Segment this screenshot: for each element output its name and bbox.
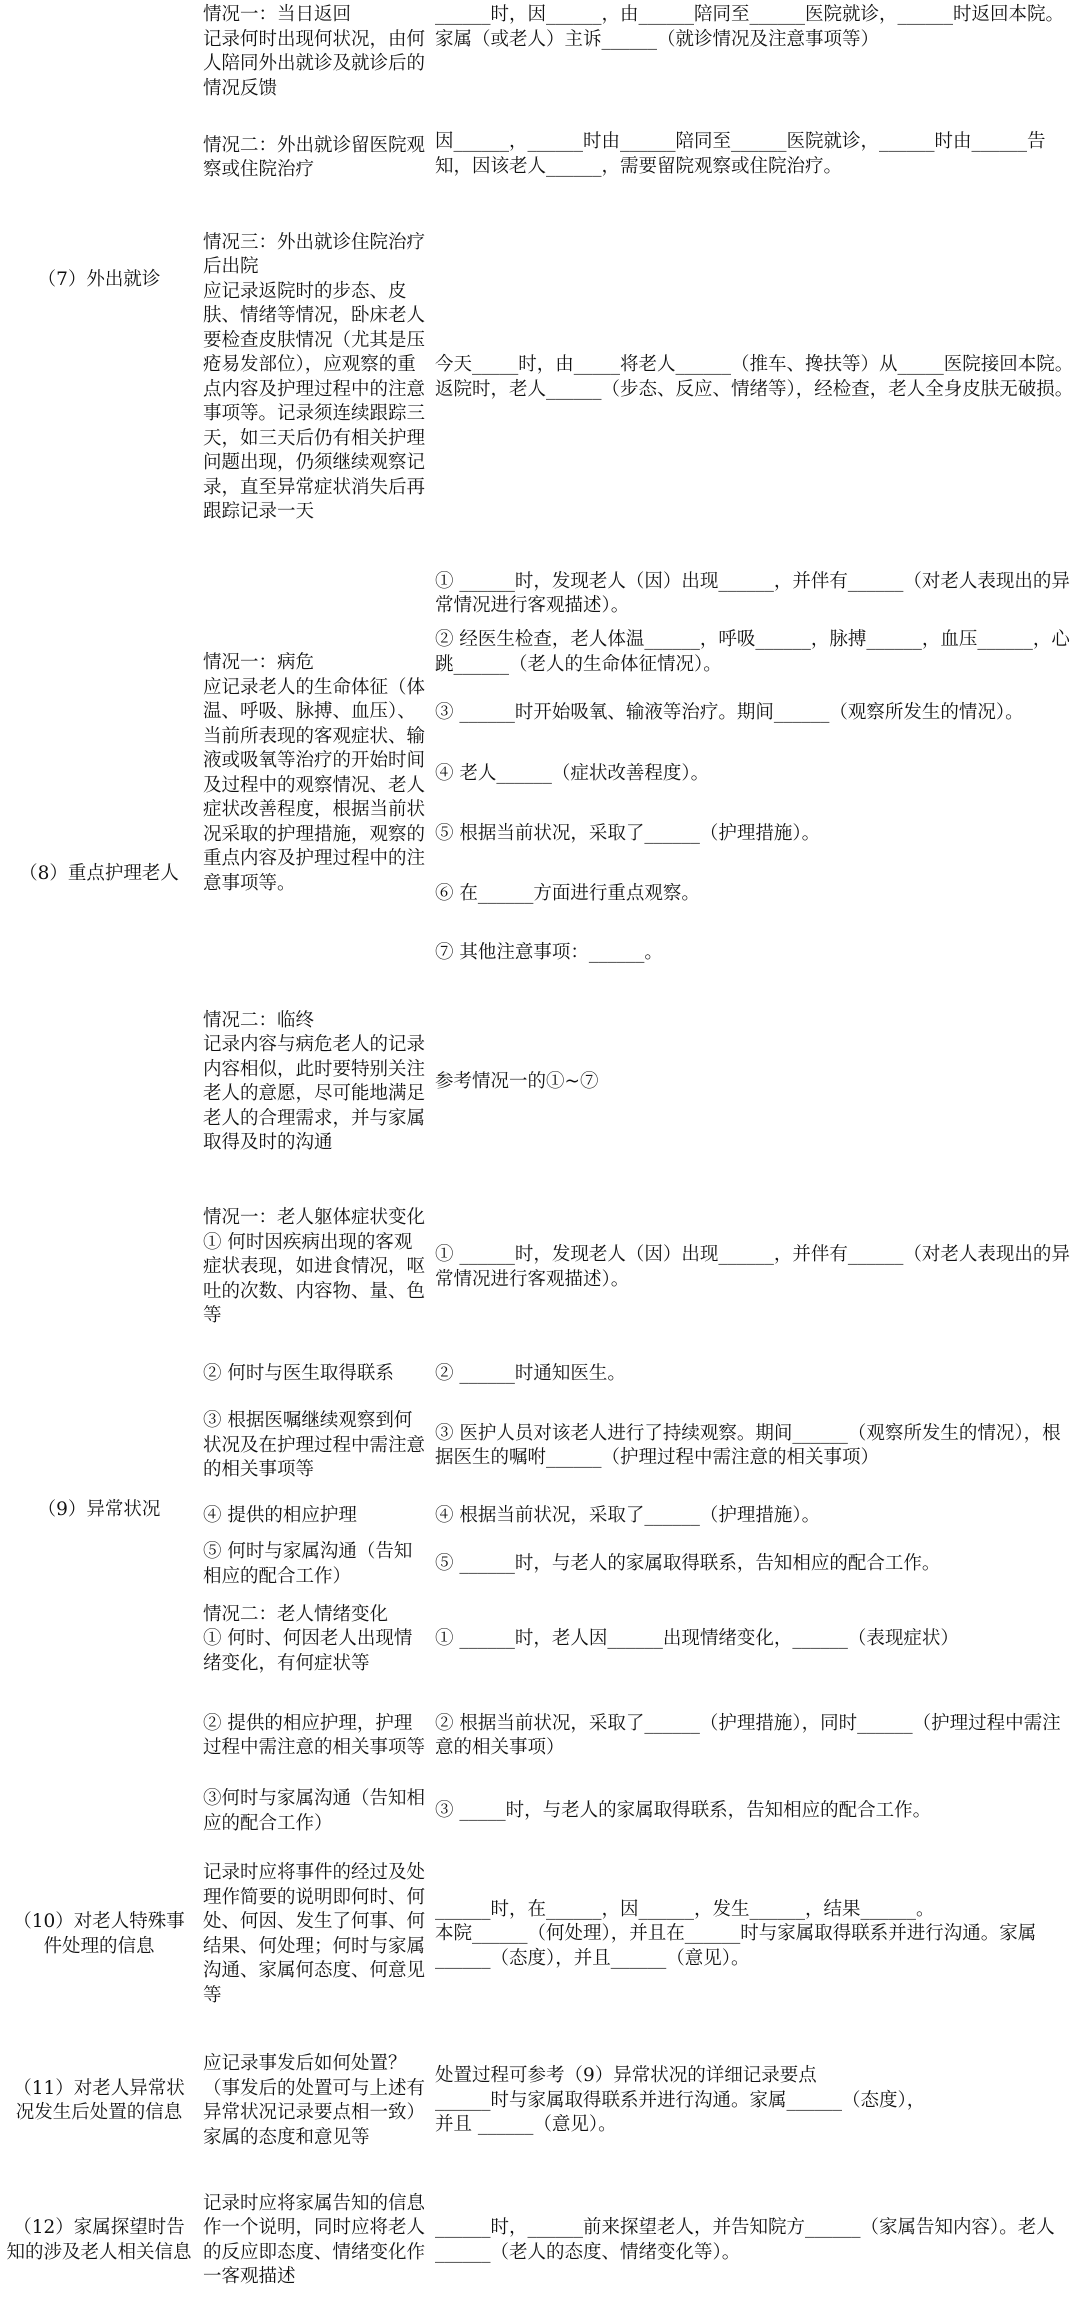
category-cell (0, 2032, 198, 2170)
situation-cell (198, 2032, 430, 2170)
situation-cell-text: ③何时与家属沟通（告知相应的配合工作） (203, 1788, 426, 1834)
record-cell-text: ① ______时，发现老人（因）出现______，并伴有______（对老人表现出的异常情况进行客观描述）。 (435, 570, 1070, 616)
situation-cell-text: ② 何时与医生取得联系 (203, 1362, 394, 1384)
record-cell-text: ______时，______前来探望老人，并告知院方______（家属告知内容）。老人______（老人的态度、情绪变化等）。 (435, 2217, 1055, 2263)
situation-cell-text: 情况二：临终 记录内容与病危老人的记录内容相似，此时要特别关注老人的意愿，尽可能地满足老人的合理需求，并与家属取得及时的沟通 (203, 1009, 426, 1153)
record-cell-text: ③ _____时，与老人的家属取得联系，告知相应的配合工作。 (435, 1800, 932, 1822)
category-cell (0, 1183, 198, 1837)
category-cell (0, 1837, 198, 2032)
record-cell (430, 1536, 1080, 1593)
situation-cell (198, 1183, 430, 1352)
situation-cell: 情况一：当日返回 记录何时出现何状况，由何人陪同外出就诊及就诊后的情况反馈 (203, 4, 426, 99)
record-cell (430, 189, 1080, 566)
situation-cell-text: 情况三：外出就诊住院治疗后出院 应记录返院时的步态、皮肤、情绪等情况，卧床老人要检查皮肤情况（尤其是压疮易发部位），应观察的重点内容及护理过程中的注意事项等。记录须连续跟踪三天，如三天后仍有相关护理问题出现，仍须继续观察记录，直至异常症状消失后再跟踪记录一天 (203, 231, 426, 522)
record-cell (430, 1837, 1080, 2032)
situation-cell-text: 记录时应将事件的经过及处理作简要的说明即何时、何处、何因、发生了何事、何结果、何处理；何时与家属沟通、家属何态度、何意见等 (203, 1862, 426, 2006)
situation-cell (198, 189, 430, 566)
situation-cell-text: 情况一：病危 应记录老人的生命体征（体温、呼吸、脉搏、血压）、当前所表现的客观症状、输液或吸氧等治疗的开始时间及过程中的观察情况、老人症状改善程度，根据当前状况采取的护理措施，观察的重点内容及护理过程中的注意事项等。 (203, 652, 426, 894)
situation-cell-text: 情况一：老人躯体症状变化 ① 何时因疾病出现的客观症状表现，如进食情况，呕吐的次数、内容物、量、色等 (203, 1207, 426, 1327)
situation-cell (198, 127, 430, 189)
record-cell-text: ② 经医生检查，老人体温______，呼吸______，脉搏______，血压______，心跳______（老人的生命体征情况）。 (435, 629, 1070, 675)
record-cell-text: ① ______时，老人因______出现情绪变化，______（表现症状） (435, 1628, 959, 1650)
record-cell-text: ______时，在______，因______，发生______，结果______。 本院______（何处理），并且在______时与家属取得联系并进行沟通。家属______（态度），并且______（意见）。 (435, 1898, 1037, 1969)
record-cell-text: ④ 老人______（症状改善程度）。 (435, 763, 710, 785)
record-cell (430, 1593, 1080, 1686)
situation-cell-text: 情况二：外出就诊留医院观察或住院治疗 (203, 134, 426, 180)
situation-cell (198, 1837, 430, 2032)
record-cell (430, 744, 1080, 805)
record-cell (430, 864, 1080, 925)
record-cell: 因______，______时由______陪同至______医院就诊，______时由______告知，因该老人______，需要留院观察或住院治疗。 (435, 131, 1046, 177)
record-cell (430, 1183, 1080, 1352)
category-label: （7）外出就诊 (37, 268, 161, 290)
situation-cell (198, 1496, 430, 1536)
record-cell (430, 1686, 1080, 1786)
situation-cell-text: 应记录事发后如何处置？（事发后的处置可与上述有异常状况记录要点相一致）家属的态度和意见等 (203, 2053, 426, 2148)
record-cell (430, 805, 1080, 864)
record-cell-text: ② ______时通知医生。 (435, 1362, 626, 1384)
category-label: （11）对老人异常状况发生后处置的信息 (13, 2077, 185, 2123)
record-cell-text: 今天_____时，由_____将老人______（推车、搀扶等）从_____医院接回本院。返院时，老人______（步态、反应、情绪等），经检查，老人全身皮肤无破损。 (435, 354, 1074, 400)
record-cell-text: 处置过程可参考（9）异常状况的详细记录要点 ______时与家属取得联系并进行沟通。家属______（态度）， 并且 ______（意见）。 (435, 2065, 926, 2136)
record-cell (430, 622, 1080, 683)
situation-cell (198, 981, 430, 1183)
record-cell-text: ⑤ 根据当前状况，采取了______（护理措施）。 (435, 823, 821, 845)
record-cell: ______时，因______，由______陪同至______医院就诊，______时返回本院。家属（或老人）主诉______（就诊情况及注意事项等） (435, 4, 1065, 50)
category-label: （10）对老人特殊事件处理的信息 (13, 1911, 185, 1957)
record-cell (430, 683, 1080, 744)
record-cell-text: ⑦ 其他注意事项：______。 (435, 941, 663, 963)
situation-cell-text: ⑤ 何时与家属沟通（告知相应的配合工作） (203, 1541, 413, 1587)
category-cell (0, 2170, 198, 2311)
record-cell-text: ⑥ 在______方面进行重点观察。 (435, 883, 700, 905)
situation-cell-text: 情况二：老人情绪变化 ① 何时、何因老人出现情绪变化，有何症状等 (203, 1603, 413, 1674)
record-cell (430, 1496, 1080, 1536)
situation-cell (198, 1352, 430, 1396)
situation-cell (198, 1396, 430, 1496)
category-label: （8）重点护理老人 (19, 863, 179, 885)
record-cell-text: ② 根据当前状况，采取了______（护理措施），同时______（护理过程中需注意的相关事项） (435, 1712, 1061, 1758)
situation-cell-text: ③ 根据医嘱继续观察到何状况及在护理过程中需注意的相关事项等 (203, 1410, 426, 1481)
situation-cell-text: 记录时应将家属告知的信息作一个说明，同时应将老人的反应即态度、情绪变化作一客观描述 (203, 2192, 426, 2287)
record-cell (430, 2170, 1080, 2311)
record-cell (430, 1396, 1080, 1496)
category-label: （9）异常状况 (37, 1498, 161, 1520)
record-cell-text: ④ 根据当前状况，采取了______（护理措施）。 (435, 1504, 821, 1526)
category-cell (0, 0, 198, 566)
category-label: （12）家属探望时告知的涉及老人相关信息 (6, 2217, 192, 2263)
situation-cell (198, 1786, 430, 1837)
situation-cell (198, 2170, 430, 2311)
category-cell (0, 566, 198, 1183)
situation-cell-text: ② 提供的相应护理，护理过程中需注意的相关事项等 (203, 1712, 426, 1758)
record-cell (430, 1352, 1080, 1396)
record-cell (430, 925, 1080, 981)
situation-cell (198, 1686, 430, 1786)
situation-cell (198, 1536, 430, 1593)
situation-cell-text: ④ 提供的相应护理 (203, 1504, 357, 1526)
record-cell-text: ① ______时，发现老人（因）出现______，并伴有______（对老人表现出的异常情况进行客观描述）。 (435, 1244, 1070, 1290)
situation-cell (198, 566, 430, 981)
situation-cell (198, 1593, 430, 1686)
record-cell-text: ③ ______时开始吸氧、输液等治疗。期间______（观察所发生的情况）。 (435, 702, 1024, 724)
record-cell-text: ③ 医护人员对该老人进行了持续观察。期间______（观察所发生的情况），根据医生的嘱咐______（护理过程中需注意的相关事项） (435, 1422, 1061, 1468)
record-cell (430, 566, 1080, 622)
record-cell-text: ⑤ ______时，与老人的家属取得联系，告知相应的配合工作。 (435, 1553, 941, 1575)
record-cell (430, 2032, 1080, 2170)
record-cell-text: 参考情况一的①~⑦ (435, 1070, 599, 1092)
record-cell (430, 981, 1080, 1183)
record-cell (430, 1786, 1080, 1837)
